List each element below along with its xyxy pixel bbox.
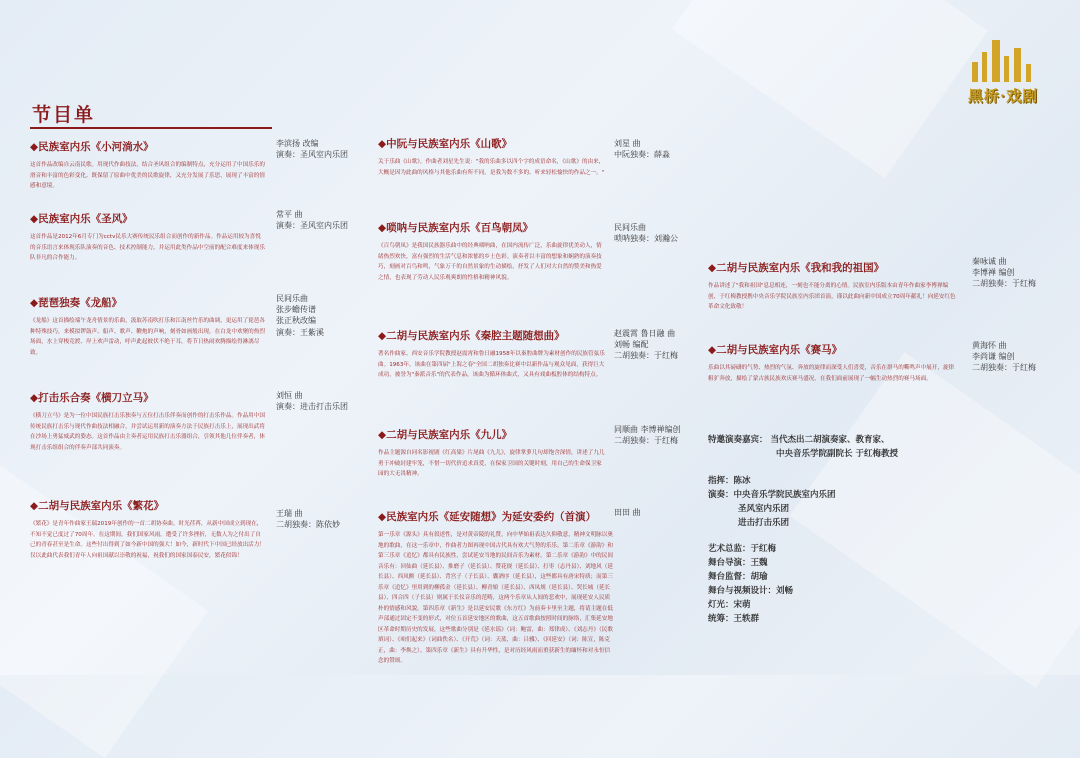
piece-description: 这首作品是2012年6月专门为cctv民乐大赛传统民乐组合而创作的新作品。作品运用较为喜悦的音乐语言来体现乐队演奏的音色、技术控制能力，并运用此类作品中空前的配合难度来体现乐队非凡的合作能力。 xyxy=(30,234,265,261)
credit-line: 二胡独奏：于红梅 xyxy=(972,279,1036,289)
staff-video-designer: 舞台与视频设计：刘畅 xyxy=(708,586,794,596)
program-item xyxy=(30,211,266,264)
credit-line: 二胡独奏：于红梅 xyxy=(972,363,1036,373)
credit-line: 刘恒 曲 xyxy=(276,391,303,400)
logo xyxy=(962,40,1044,110)
credit-line: 演奏：进击打击乐团 xyxy=(276,402,348,412)
program-item xyxy=(378,509,614,667)
guest-line: 中央音乐学院副院长 于红梅教授 xyxy=(776,449,898,459)
piece-title: ◆唢呐与民族室内乐《百鸟朝凤》 xyxy=(378,222,534,234)
program-item xyxy=(378,220,606,283)
piece-description: 作品主题源自同名影视剧《红高粱》片尾曲《九儿》，旋律掌萝几句却饱含深情，讲述了九儿勇于冲破封建牢笼，不惜一切代价追求真爱，在保家卫国的关键时刻，用自己的生命保卫家园的大无畏精神。 xyxy=(378,450,605,477)
credit-block xyxy=(276,293,324,338)
credit-line: 李尚谦 编创 xyxy=(972,352,1015,362)
piece-description: 《百鸟朝凤》是我国民族器乐曲中的经典唢呐曲，在国内流传广泛，乐曲旋律优美动人，情绪热烈欢快，富有强烈的生活气息和浓郁的乡土色彩。演奏者以丰富的想象和娴熟的演奏技巧，刻画对百鸟和鸣，气象万千的自然景象的生动描绘，抒发了人们对大自然的赞美和热爱之情，也表现了劳动人民乐观爽朗的性格和精神风貌。 xyxy=(378,243,602,281)
guest-performer xyxy=(708,433,898,461)
program-item xyxy=(378,328,606,381)
credit-line: 二胡独奏：陈依妙 xyxy=(276,520,340,530)
credit-block xyxy=(614,328,678,362)
credit-block xyxy=(614,138,670,160)
logo-skyline xyxy=(968,40,1038,82)
credit-line: 民间乐曲 xyxy=(276,294,308,303)
program-item xyxy=(30,498,266,561)
credit-block xyxy=(972,340,1036,374)
credit-line: 二胡独奏：于红梅 xyxy=(614,436,678,446)
staff-performers: 演奏：中央音乐学院民族室内乐团 xyxy=(708,490,836,500)
program-item xyxy=(30,390,266,453)
piece-description: 这首作品改编自云南民歌。用现代作曲技法，结合圣风组合的编制特点，充分运用了中国乐乐的滑音和丰富的色彩变化。既保留了原曲中优美的民歌旋律，又充分发展了乐思，展现了丰富的情感和意境。 xyxy=(30,162,265,189)
credit-line: 李博禅 编创 xyxy=(972,268,1015,278)
credit-block xyxy=(614,222,678,244)
piece-description: 《繁花》是青年作曲家王瑞2019年创作的一首二胡协奏曲。时光荏苒，从新中国成立到现在，不知不觉已度过了70周年。在这期间，我们国家风雨，遭受了许多挫折，无数人为之付出了自己的青春甚至是生命。这些付出得到了如今新中国的强大！如今，新时代下中国已经放出活力！仅以此曲代表我们青年人向祖国献以崇敬的祝福，祝我们的国家国泰民安，繁花似锦！ xyxy=(30,521,265,559)
program-item xyxy=(378,136,606,178)
program-item xyxy=(30,295,266,358)
credit-line: 张步蟾传谱 xyxy=(276,305,316,315)
staff-list xyxy=(708,474,836,626)
logo-text: 黑桥·戏剧 xyxy=(967,87,1039,105)
credit-line: 唢呐独奏：刘瀚公 xyxy=(614,234,678,244)
credit-block xyxy=(276,138,348,160)
credit-line: 黄海怀 曲 xyxy=(972,341,1007,350)
piece-description: 《龙船》这首描绘端午龙舟情景的乐曲，汲取苏南吹打乐和江南丝竹乐的曲调，更运用了琵琶各种特殊技巧，来模拟锣鼓声、船声、歌声、鞭炮的声响，刻骨如画般出现。在白龙中欢聚的热烈场面，水上穿梭竞渡、岸上欢声雷动，呼声此起彼伏不绝于耳，将节日热闹欢腾描绘得淋漓尽致。 xyxy=(30,318,265,356)
credit-line: 同顺曲 李博禅编创 xyxy=(614,425,681,434)
staff-coordinator: 统筹：王轶群 xyxy=(708,614,760,624)
piece-description: 乐曲以其磅礴的气势、热烈的气氛、奔放的旋律而深受人们喜爱，音乐在群马的嘶鸣声中展开，旋律粗犷奔放，描绘了蒙古族民族欢庆赛马盛况，在我们面前展现了一幅生动热烈的赛马场面。 xyxy=(708,365,955,382)
credit-block xyxy=(614,424,681,446)
staff-conductor: 指挥：陈冰 xyxy=(708,476,751,486)
credit-line: 演奏：圣风室内乐团 xyxy=(276,150,348,160)
credit-block xyxy=(276,390,348,412)
staff-stage-director: 舞台导演：王魏 xyxy=(708,558,768,568)
credit-line: 刘星 曲 xyxy=(614,139,641,148)
program-item xyxy=(30,139,266,192)
staff-stage-manager: 舞台监督：胡瑜 xyxy=(708,572,768,582)
title-underline xyxy=(30,127,272,129)
piece-title: ◆民族室内乐《延安随想》为延安委约（首演） xyxy=(378,511,597,523)
guest-line: 特邀演奏嘉宾： 当代杰出二胡演奏家、教育家、 xyxy=(708,435,890,445)
piece-title: ◆中阮与民族室内乐《山歌》 xyxy=(378,138,513,150)
staff-lighting: 灯光：宋萌 xyxy=(708,600,751,610)
piece-title: ◆民族室内乐《小河淌水》 xyxy=(30,141,154,153)
program-item xyxy=(378,427,606,480)
credit-block xyxy=(972,256,1036,290)
page-title: 节目单 xyxy=(32,104,96,126)
piece-title: ◆二胡与民族室内乐《九儿》 xyxy=(378,429,513,441)
staff-performers: 进击打击乐团 xyxy=(738,518,790,528)
credit-block xyxy=(614,507,641,518)
credit-line: 秦咏诚 曲 xyxy=(972,257,1007,266)
piece-description: 关于乐曲《山歌》，作曲者刘星先生说："我的乐曲多以四个字的成语命名，《山歌》的由来，大概是因为此曲的风格与其他乐曲有所不同，是我为数不多的、听来轻松愉快的作品之一。" xyxy=(378,159,605,176)
credit-line: 二胡独奏：于红梅 xyxy=(614,351,678,361)
credit-line: 中阮独奏：薛淼 xyxy=(614,150,670,160)
staff-performers: 圣风室内乐团 xyxy=(738,504,790,514)
piece-description: 作品讲述了"我和祖国"息息相连，一刻也不能分离的心情。民族室内乐版本由青年作曲家李博禅编创，于红梅教授携中央音乐学院民族室内乐团首演，谨以此曲向新中国成立70周年献礼！向延安红色革命文化致敬！ xyxy=(708,283,956,310)
piece-description: 《横刀立马》是为一位中国民族打击乐独奏与五位打击乐伴奏而创作的打击乐作品。作品用中国传统民族打击乐与现代作曲技法相融合，并尝试运用新的演奏方法于民族打击乐上，展现出武将在沙场上勇猛威武的姿态。这首作品由主奏者运用民族打击乐器组合，引领其他几位伴奏者，体现打击乐组组合的伴奏声部共同演奏。 xyxy=(30,413,265,451)
bg-shape xyxy=(672,0,988,178)
credit-block xyxy=(276,209,348,231)
credit-line: 常平 曲 xyxy=(276,210,303,219)
piece-title: ◆二胡与民族室内乐《赛马》 xyxy=(708,344,843,356)
credit-line: 田田 曲 xyxy=(614,508,641,517)
piece-title: ◆民族室内乐《圣风》 xyxy=(30,213,133,225)
piece-title: ◆打击乐合奏《横刀立马》 xyxy=(30,392,154,404)
credit-line: 赵震霄 鲁日融 曲 xyxy=(614,329,676,338)
program-item xyxy=(708,260,958,313)
credit-line: 刘畅 编配 xyxy=(614,340,649,350)
credit-line: 演奏：王紫溪 xyxy=(276,327,324,337)
credit-line: 张正秋改编 xyxy=(276,316,316,326)
piece-title: ◆二胡与民族室内乐《繁花》 xyxy=(30,500,165,512)
credit-line: 演奏：圣风室内乐团 xyxy=(276,221,348,231)
piece-description: 第一乐章《源头》具有叙述性，是对黄帝陵的礼赞，向中华始祖表达久仰敬意，精神文明脉以奥地的歌曲，在这一乐章中，作曲者力图再现中国古代具有欢大气势的乐乐。第二乐章《游韵》和第三乐章《追忆》都具有民族性，尝试延安当地的民间音乐为素材。第二乐章《游韵》中的民间音乐有：回仙曲（延长县）、推磨子（延长县）、赞花规（延长县）、打枣（志丹县）、刘地风（延长县）、西凤额（延长县）、背宫子（子长县）、囊酒序（延长县），这些都具有唐宋特质；而第三乐章《追忆》里用到的柳孤金（延长县）、柳青娘（延长县）、西凤规（延长县）、哭长城（延长县）、四合四（子长县）则属于长仪音乐的范畴，这两个乐章从人间的悲欢中，展现延安人民质朴的情感和风貌。第四乐章《新生》是以延安民歌《东方红》为前奏卡里至主题，将请主题在低声部通过固定不变的形式，对位五首延安地区的歌曲，这五首歌曲按照时间的脉络，汇集延安地区革命时期历史的发展，这些歌曲分别是《延水谣》（词：鲍雷，曲：郑律成）、《刘志丹》（民歌填词）、《咱们起来》（词曲佚名）、《开荒》（词：天蓝，曲：吕骥）、《回延安》（词：陈宣，陈克正，曲：李焕之）。第四乐章《新生》具有升华性，是对历经风雨而重获新生的缅怀和对永恒信念的赞颂。 xyxy=(378,532,613,664)
piece-description: 著名作曲家、西安音乐学院教授赵震霄和鲁日融1958年以秦腔曲牌为素材创作的民族管弦乐曲。1963年，该曲在第四届"上海之春"全国二胡独奏比赛中以新作品与观众见面，获得巨大成功，被誉为"秦派音乐"的代表作品，该曲为循环体曲式，又具有戏曲板腔体的结构特点。 xyxy=(378,351,605,378)
credit-line: 李滨扬 改编 xyxy=(276,139,319,148)
credit-line: 王瑞 曲 xyxy=(276,509,303,518)
staff-art-director: 艺术总监：于红梅 xyxy=(708,544,777,554)
piece-title: ◆琵琶独奏《龙船》 xyxy=(30,297,123,309)
program-item xyxy=(708,342,958,384)
piece-title: ◆二胡与民族室内乐《我和我的祖国》 xyxy=(708,262,885,274)
credit-block xyxy=(276,508,340,530)
piece-title: ◆二胡与民族室内乐《秦腔主题随想曲》 xyxy=(378,330,565,342)
credit-line: 民间乐曲 xyxy=(614,223,646,232)
